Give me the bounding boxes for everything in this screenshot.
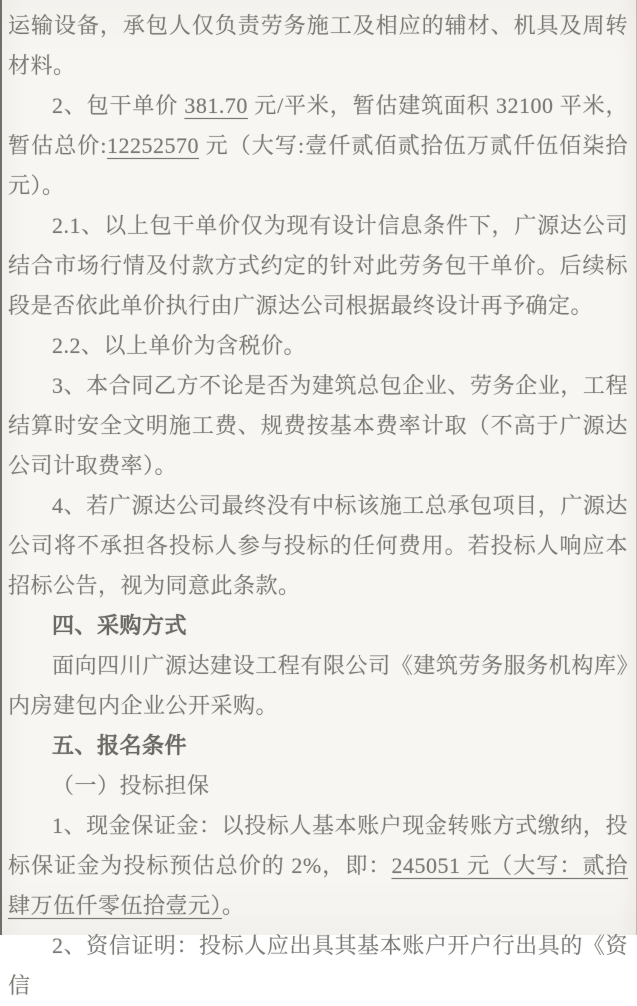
heading-registration-conditions: [8, 726, 628, 766]
paragraph-2-2: [8, 326, 628, 366]
document-content: [8, 6, 628, 1006]
paragraph-text: 4、若广源达公司最终没有中标该施工总承包项目，广源达公司将不承担各投标人参与投标的任何费用。若投标人响应本招标公告，视为同意此条款。: [8, 493, 628, 598]
paragraph-text: 元/平米，暂估建筑面积 32100 平米，暂估总价:: [8, 93, 628, 158]
heading-text: 五、报名条件: [52, 733, 188, 758]
paragraph-text: 1、现金保证金：以投标人基本账户现金转账方式缴纳，投标保证金为投标预估总价的 2%，即：: [8, 813, 628, 878]
paragraph-cash-deposit: [8, 806, 628, 926]
paragraph-text: 元（大写:壹仟贰佰贰拾伍万贰仟伍佰柒拾元）。: [8, 133, 628, 198]
heading-procurement-method: [8, 606, 628, 646]
paragraph-unit-price: [8, 86, 628, 206]
total-price-value: 12252570: [107, 133, 200, 158]
paragraph-text: 。: [222, 893, 245, 918]
paragraph-text: 2、资信证明：投标人应出具其基本账户开户行出具的《资信: [8, 933, 628, 998]
paragraph-credit-certificate: [8, 926, 628, 1006]
paragraph-text: 2.2、以上单价为含税价。: [52, 333, 307, 358]
heading-text: 四、采购方式: [52, 613, 188, 638]
paragraph-text: 2、包干单价: [52, 93, 185, 118]
paragraph-2-1: [8, 206, 628, 326]
paragraph-text: 2.1、以上包干单价仅为现有设计信息条件下，广源达公司结合市场行情及付款方式约定的针对此劳务包干单价。后续标段是否依此单价执行由广源达公司根据最终设计再予确定。: [8, 213, 628, 318]
subheading-text: （一）投标担保: [52, 773, 210, 798]
paragraph-text: 3、本合同乙方不论是否为建筑总包企业、劳务企业，工程结算时安全文明施工费、规费按基本费率计取（不高于广源达公司计取费率）。: [8, 373, 628, 478]
scan-edge-left: [0, 0, 2, 935]
paragraph-text: 运输设备，承包人仅负责劳务施工及相应的辅材、机具及周转材料。: [8, 13, 628, 78]
subheading-bid-guarantee: [8, 766, 628, 806]
paragraph-procurement-scope: [8, 646, 628, 726]
paragraph-4: [8, 486, 628, 606]
deposit-amount-value: 245051 元（大写：贰拾肆万伍仟零伍拾壹元）: [8, 853, 628, 918]
paragraph-3: [8, 366, 628, 486]
paragraph-text: 面向四川广源达建设工程有限公司《建筑劳务服务机构库》内房建包内企业公开采购。: [8, 653, 628, 718]
unit-price-value: 381.70: [184, 93, 248, 118]
paragraph-carryover: [8, 6, 628, 86]
